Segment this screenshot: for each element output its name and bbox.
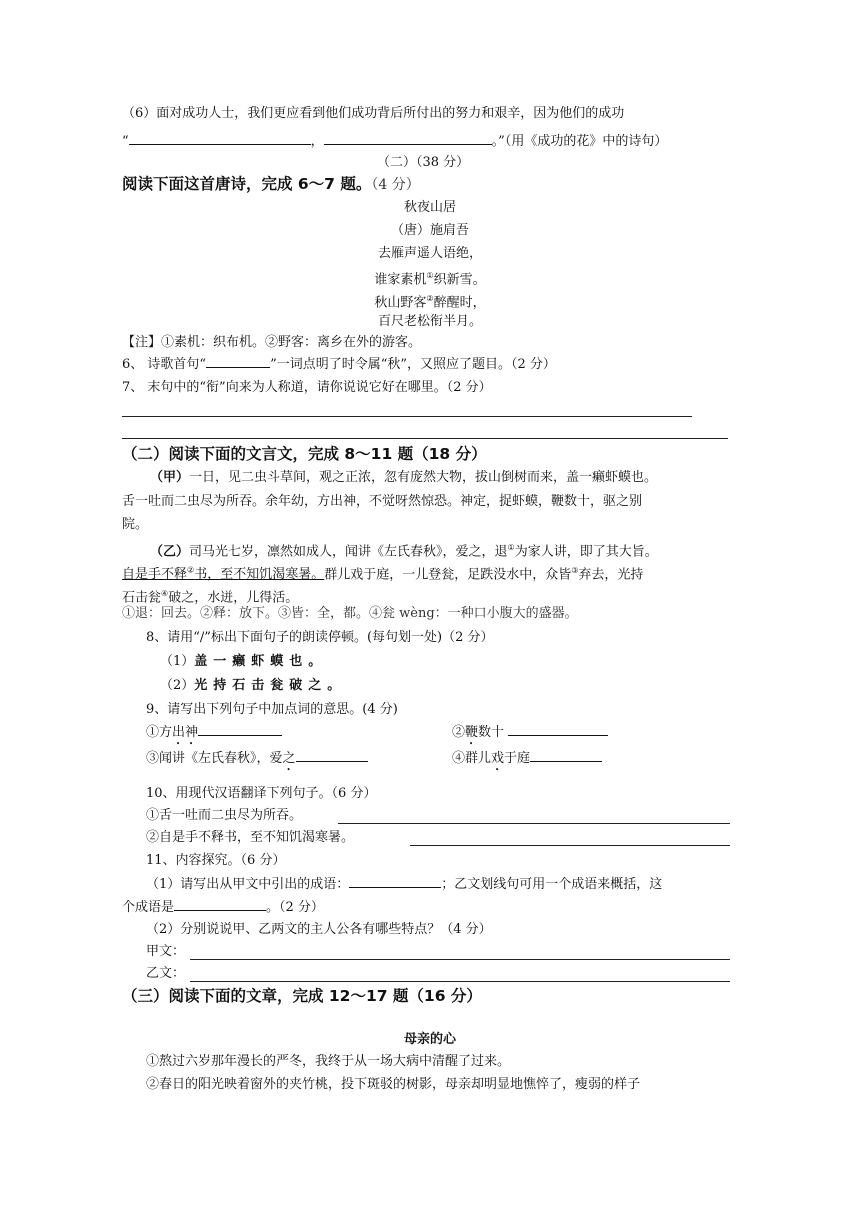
answer-blank[interactable] [349,874,441,888]
question-11: 11、内容探究。（6 分） [146,853,286,868]
classical-section-heading: （二）阅读下面的文言文，完成 8～11 题（18 分） [122,445,487,463]
question-7: 7、 末句中的“衔”向来为人称道，请你说说它好在哪里。（2 分） [122,380,492,395]
q6-source: 。”（用《成功的花》中的诗句） [491,134,668,149]
question-11-1: （1）请写出从甲文中引出的成语： ；乙文划线句可用一个成语来概括，这 [146,874,662,895]
answer-blank[interactable] [198,722,282,736]
yi-paragraph-line: 石击瓮④破之，水迸，儿得活。 [122,589,299,606]
q6-sentence: （6）面对成功人士，我们更应看到他们成功背后所付出的努力和艰辛，因为他们的成功 [122,106,625,121]
answer-line[interactable] [122,416,692,417]
poem-author: （唐）施肩吾 [390,223,469,238]
question-9-item-3: ③闻讲《左氏春秋》，爱之 [146,748,368,774]
classical-notes: ①退：回去。②释：放下。③皆：全，都。④瓮 wèng：一种口小腹大的盛器。 [122,606,578,621]
jia-paragraph-line: 院。 [122,517,149,532]
answer-line[interactable] [338,823,730,824]
q6-blanks-line [122,131,667,152]
poem-line-3: 秋山野客②醉醒时， [374,294,486,311]
answer-blank[interactable] [324,131,492,145]
question-8-item-1: （1）盖一癞虾蟆也。 [160,654,328,669]
answer-blank[interactable] [206,354,270,368]
yi-paragraph-line: （乙）司马光七岁，凛然如成人，闻讲《左氏春秋》，爱之，退①为家人讲，即了其大旨。 [150,543,658,560]
comma: ， [310,134,324,149]
answer-line[interactable] [410,845,730,846]
yi-paragraph-line: 自是手不释②书，至不知饥渴寒暑。群儿戏于庭，一儿登瓮，足跌没水中，众皆③弃去，光持 [122,566,644,583]
question-10-item-1: ①舌一吐而二虫尽为所吞。 [146,808,303,823]
answer-blank[interactable] [129,131,311,145]
jia-paragraph-line: 舌一吐而二虫尽为所吞。余年幼，方出神，不觉呀然惊恐。神定，捉虾蟆，鞭数十，驱之别 [122,494,643,509]
essay-section-heading: （三）阅读下面的文章，完成 12～17 题（16 分） [122,987,482,1005]
answer-blank[interactable] [508,722,608,736]
part-header: （二）（38 分） [377,155,470,170]
question-10-item-2: ②自是手不释书，至不知饥渴寒暑。 [146,830,355,845]
answer-line[interactable] [122,438,728,439]
answer-blank[interactable] [530,748,602,762]
question-11-1-cont: 个成语是 。（2 分） [122,897,324,918]
essay-paragraph-2: ②春日的阳光映着窗外的夹竹桃，投下斑驳的树影，母亲却明显地憔悴了，瘦弱的样子 [146,1077,641,1092]
essay-title: 母亲的心 [403,1032,456,1047]
answer-line[interactable] [190,981,730,982]
underlined-sentence: 自是手不释②书，至不知饥渴寒暑。 [122,566,325,583]
poem-line-2: 谁家素机①织新雪。 [374,271,486,288]
essay-paragraph-1: ①熬过六岁那年漫长的严冬，我终于从一场大病中清醒了过来。 [146,1054,511,1069]
poem-line-4: 百尺老松衔半月。 [377,314,482,329]
question-8-item-2: （2）光持石击瓮破之。 [160,678,347,693]
question-9: 9、请写出下列句子中加点词的意思。(4 分) [146,702,398,717]
poem-section-heading: 阅读下面这首唐诗，完成 6～7 题。（4 分） [122,175,420,193]
answer-line[interactable] [190,959,730,960]
poem-title: 秋夜山居 [403,200,456,215]
answer-blank[interactable] [296,748,368,762]
open-quote: “ [122,134,129,149]
poem-note: 【注】①素机：织布机。②野客：离乡在外的游客。 [122,335,422,350]
question-9-item-2: ②鞭数十 [452,722,608,748]
question-11-2: （2）分别说说甲、乙两文的主人公各有哪些特点？（4 分） [146,922,492,937]
question-6: 6、 诗歌首句“ ”一词点明了时令属“秋”，又照应了题目。（2 分） [122,354,556,375]
question-9-item-4: ④群儿戏于庭 [452,748,602,774]
yi-answer-label: 乙文： [146,966,186,981]
answer-blank[interactable] [174,897,266,911]
question-9-item-1: ①方出神 [146,722,282,748]
question-10: 10、用现代汉语翻译下列句子。（6 分） [146,786,377,801]
jia-answer-label: 甲文： [146,944,186,959]
question-8: 8、请用“/”标出下面句子的朗读停顿。(每句划一处)（2 分） [146,630,494,645]
poem-line-1: 去雁声遥人语绝， [377,246,482,261]
jia-paragraph-line: （甲）一日，见二虫斗草间，观之正浓，忽有庞然大物，拔山倒树而来，盖一癞虾蟆也。 [150,470,658,485]
